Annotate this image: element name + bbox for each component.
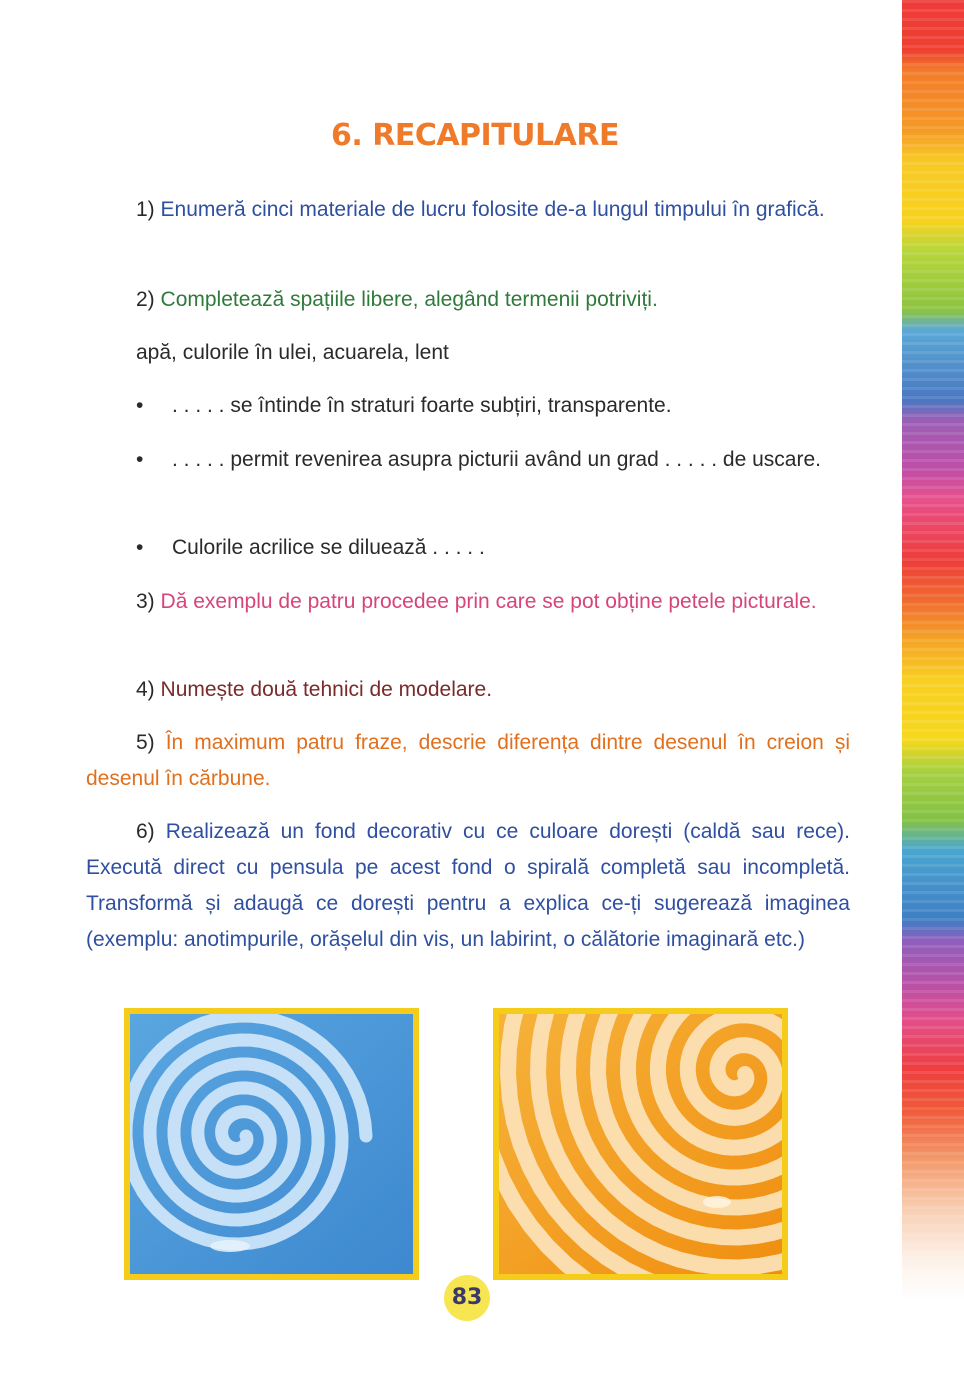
page-title: 6. RECAPITULARE — [331, 118, 619, 153]
question-3: 3) Dă exemplu de patru procedee prin care se pot obține petele picturale. — [136, 590, 817, 613]
blue-spiral-image — [124, 1008, 419, 1280]
question-4: 4) Numește două tehnici de modelare. — [136, 678, 493, 701]
question-1-text: Enumeră cinci materiale de lucru folosite de-a lungul timpului în grafică. — [160, 198, 825, 221]
rainbow-side-stripe — [902, 0, 964, 1389]
question-6: 6) Realizează un fond decorativ cu ce culoare dorești (caldă sau rece). Execută direct cu pensula pe acest fond o spirală completă sau incompletă. Transformă și adaugă ce dorești pentru a explica ce-ți sugerează imaginea (exemplu: anotimpurile, orășelul din vis, un labirint, o călătorie imaginară etc.) — [86, 820, 850, 951]
bullet-dot: • — [136, 448, 144, 471]
bullet-dot: • — [136, 536, 144, 559]
bullet-item: • . . . . . se întinde în straturi foarte subțiri, transparente. — [136, 388, 850, 424]
question-2-text: Completează spațiile libere, alegând termenii potriviți. — [160, 288, 658, 311]
question-6-text: Realizează un fond decorativ cu ce culoare dorești (caldă sau rece). Execută direct cu pensula pe acest fond o spirală completă sau incompletă. Transformă și adaugă ce dorești pentru a explica ce-ți sugerează imaginea (exemplu: anotimpurile, orășelul din vis, un labirint, o călătorie imaginară etc.) — [86, 820, 850, 951]
question-1: 1) Enumeră cinci materiale de lucru folosite de-a lungul timpului în grafică. — [136, 198, 825, 221]
question-5-text: În maximum patru fraze, descrie diferența dintre desenul în creion și desenul în cărbune. — [86, 731, 851, 790]
question-4-text: Numește două tehnici de modelare. — [160, 678, 493, 701]
page-number: 83 — [444, 1275, 490, 1321]
orange-spiral-image — [493, 1008, 788, 1280]
bullet-item: • Culorile acrilice se diluează . . . . . — [136, 530, 850, 566]
bullet-dot: • — [136, 394, 144, 417]
bullet-item: • . . . . . permit revenirea asupra picturii având un grad . . . . . de uscare. — [136, 442, 850, 478]
question-2: 2) Completează spațiile libere, alegând termenii potriviți. — [136, 288, 658, 311]
word-bank: apă, culorile în ulei, acuarela, lent — [136, 341, 449, 364]
question-3-text: Dă exemplu de patru procedee prin care se pot obține petele picturale. — [160, 590, 817, 613]
question-5: 5) În maximum patru fraze, descrie diferența dintre desenul în creion și desenul în cărbune. — [86, 731, 851, 790]
